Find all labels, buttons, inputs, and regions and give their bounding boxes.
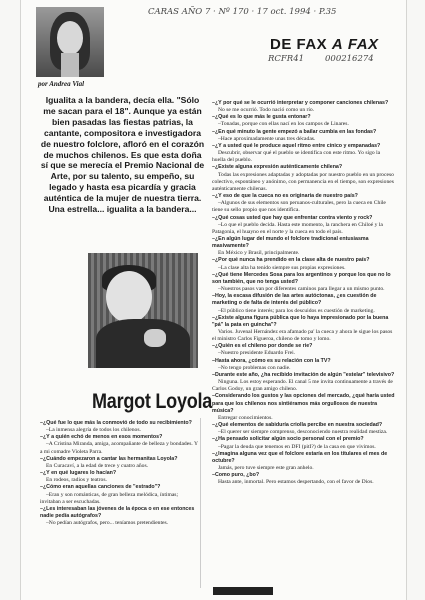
interview-answer: En México y Brasil, principalmente. [218, 250, 300, 257]
interview-question: –¿Existe alguna expresión auténticamente chilena? [212, 164, 343, 171]
interview-question: –¿Les interesaban las jóvenes de la época o en ese entonces nadie pedía autógrafos? [40, 505, 195, 520]
interview-answer: Todas las expresiones adaptadas y adoptadas por nuestro pueblo en un proceso colectivo, espontáneo y anónimo, con permanencia en el tiempo, son expresiones auténticamente chilenas. [212, 171, 394, 192]
interview-answer: –Nuestro presidente Eduardo Frei. [218, 350, 296, 357]
interview-question: –Hasta ahora, ¿cómo es su relación con la TV? [212, 357, 331, 364]
brand-part-2: A [331, 36, 344, 53]
interview-question: –¿Existe alguna figura pública que lo haya impresionado por la buena "pá" la pata en guincha"? [212, 314, 389, 328]
interview-question: –¿Y por qué se le ocurrió interpretar y componer canciones chilenas? [212, 100, 389, 106]
interview-question: –Como puro, ¿bo? [212, 472, 260, 479]
interview-question: –Considerando los gustos y las opciones del mercado, ¿qué haría usted para que los chilenos nos sintiéramos más orgullosos de nuestra música? [212, 393, 395, 414]
interview-answer: Ninguna. Los estoy esperando. El canal 5 me invita continuamente a través de Carlos Godoy, un gran amigo chileno. [212, 379, 393, 393]
interview-question: –¿Qué cosas usted que hay que enfrentar contra viento y rock? [212, 214, 373, 221]
footer-bar [213, 587, 273, 595]
author-photo [36, 7, 104, 77]
interview-answer: –La clase alta ha tenido siempre sus propias expresiones. [218, 264, 346, 271]
interview-answer: –Eran y son románticas, de gran belleza melódica, íntimas; invitaban a ser escuchadas. [40, 491, 179, 505]
column-divider [200, 418, 201, 588]
interview-question: –¿Ha pensado solicitar algún socio personal con el premio? [212, 436, 364, 443]
interview-answer: –El querer ser siempre comprenso, desconociendo nuestra realidad mestiza. [218, 429, 388, 436]
interview-question: –¿Por qué nunca ha prendido en la clase alta de nuestro país? [212, 257, 370, 264]
interview-answer: Hasta ante, inmortal. Pero estamos despertando, con el favor de Dios. [218, 479, 374, 486]
interview-answer: –La inmensa alegría de todos los chilenos. [46, 427, 141, 434]
interview-question: –¿Qué fue lo que más la conmovió de todo su recibimiento? [40, 420, 192, 426]
interview-right-column [212, 100, 395, 486]
interview-answer: –Hace aproximadamente unas tres décadas. [218, 135, 316, 142]
interview-left-column [40, 420, 200, 527]
article-title: Margot Loyola [92, 390, 213, 413]
interview-question: –Hoy, la escasa difusión de las artes autóctonas, ¿es cuestión de marketing o de falta de interés del público? [212, 293, 377, 307]
intro-paragraph: Igualita a la bandera, decía ella. "Sólo me sacan para el 18". Aunque ya están bien pasadas las fiestas patrias, la cantante, compositora e investigadora de nuestro folclore, afloró en el corazón de muchos chilenos. Es que esta doña sí que se merecía el Premio Nacional de Arte, por su talento, su empeño, su legado y hasta esa picardía y gracia auténtica de la mujer de nuestra tierra. Una estrella... igualita a la bandera... [40, 95, 205, 215]
interview-question: –¿En qué minuto la gente empezó a bailar cumbia en las fondas? [212, 128, 377, 135]
interview-question: –¿En algún lugar del mundo el folclore tradicional entusiasma masivamente? [212, 235, 369, 250]
handwritten-code: RCFR41 [268, 54, 305, 64]
interview-question: –¿Imagina alguna vez que el folclore estaría en los titulares el mes de octubre? [212, 450, 388, 464]
interview-answer: No se me ocurrió. Todo nació como un río. [218, 107, 315, 114]
interview-answer: Varios. Juvenal Hernández era afamado pa' la cueca y ahora le sigue los pasos el ministro Carlos Figueroa, chileno de tomo y lomo. [212, 329, 393, 343]
interview-question: –¿Y eso de que la cueca no es originaria de nuestro país? [212, 193, 358, 200]
interview-question: –¿Y a quién echó de menos en esos momentos? [40, 434, 163, 441]
interview-question: –¿Y a usted qué le produce aquel ritmo entre cínico y empanadas? [212, 142, 381, 149]
interview-question: –¿Cuándo empezaron a cantar las hermanitas Loyola? [40, 455, 178, 462]
interview-question: –¿Cómo eran aquellas canciones de "estrado"? [40, 484, 161, 491]
handwritten-number: 000216274 [325, 54, 374, 64]
interview-question: –¿Qué tiene Mercedes Sosa para los argentinos y porque los que no lo son también, que no tenga usted? [212, 271, 391, 285]
interview-answer: Jamás, pero tuve siempre este gran anhelo. [218, 464, 314, 471]
interview-answer: En Curacaví, a la edad de trece y cuatro años. [46, 462, 149, 469]
interview-answer: –A Cristina Miranda, amiga, acompañante de belleza y bondades. Y a mi comadre Violeta Parra. [40, 441, 198, 455]
section-brand [270, 36, 379, 53]
interview-answer: –Pagar la deuda que tenemos en DFI (pitI?) de la casa en que vivimos. [218, 443, 376, 450]
interview-answer: –Algunos de sus elementos son peruanos-culturales, pero la cueca en Chile tiene su sello propio que nos identifica. [212, 200, 386, 214]
interview-answer: Entregar conocimientos. [218, 414, 273, 421]
interview-answer: –No tengo problemas con nadie. [218, 364, 291, 371]
interview-question: –¿Y en qué lugares lo hacían? [40, 470, 117, 477]
handwritten-citation: CARAS AÑO 7 · Nº 170 · 17 oct. 1994 · P.35 [148, 7, 337, 17]
brand-part-1: DE FAX [270, 36, 328, 53]
interview-question: –Durante este año, ¿ha recibido invitación de algún "estelar" televisivo? [212, 371, 395, 378]
interview-answer: Descubrir, observar qué el pueblo se identifica con este ritmo. Yo sigo la huella del pueblo. [212, 150, 381, 164]
brand-part-3: FAX [347, 36, 379, 53]
interview-answer: –No pedían autógrafos, pero... teníamos pretendientes. [46, 520, 169, 527]
interview-question: –¿Qué elementos de sabiduría criolla percibe en nuestra sociedad? [212, 422, 383, 429]
interview-answer: –Nuestros pasos van por diferentes caminos para llegar a un mismo punto. [218, 286, 385, 293]
byline: por Andrea Vial [38, 80, 85, 88]
subject-photo [88, 253, 198, 368]
interview-question: –¿Qué es lo que más le gusta entonar? [212, 114, 311, 121]
interview-answer: –El público tiene interés; para los descuidos es cuestión de marketing. [218, 307, 375, 314]
interview-answer: En rodeos, radios y teatros. [46, 477, 107, 484]
interview-question: –¿Quién es el chileno por donde se rie? [212, 343, 313, 350]
interview-answer: –Tonadas, porque con ellas nací en los campos de Linares. [218, 121, 349, 128]
interview-answer: –Lo que el pueblo decida. Hasta este momento, la ranchera en Chiloé y la Patagonia, el huayno en el norte y la cueca en todo el país. [212, 221, 383, 235]
